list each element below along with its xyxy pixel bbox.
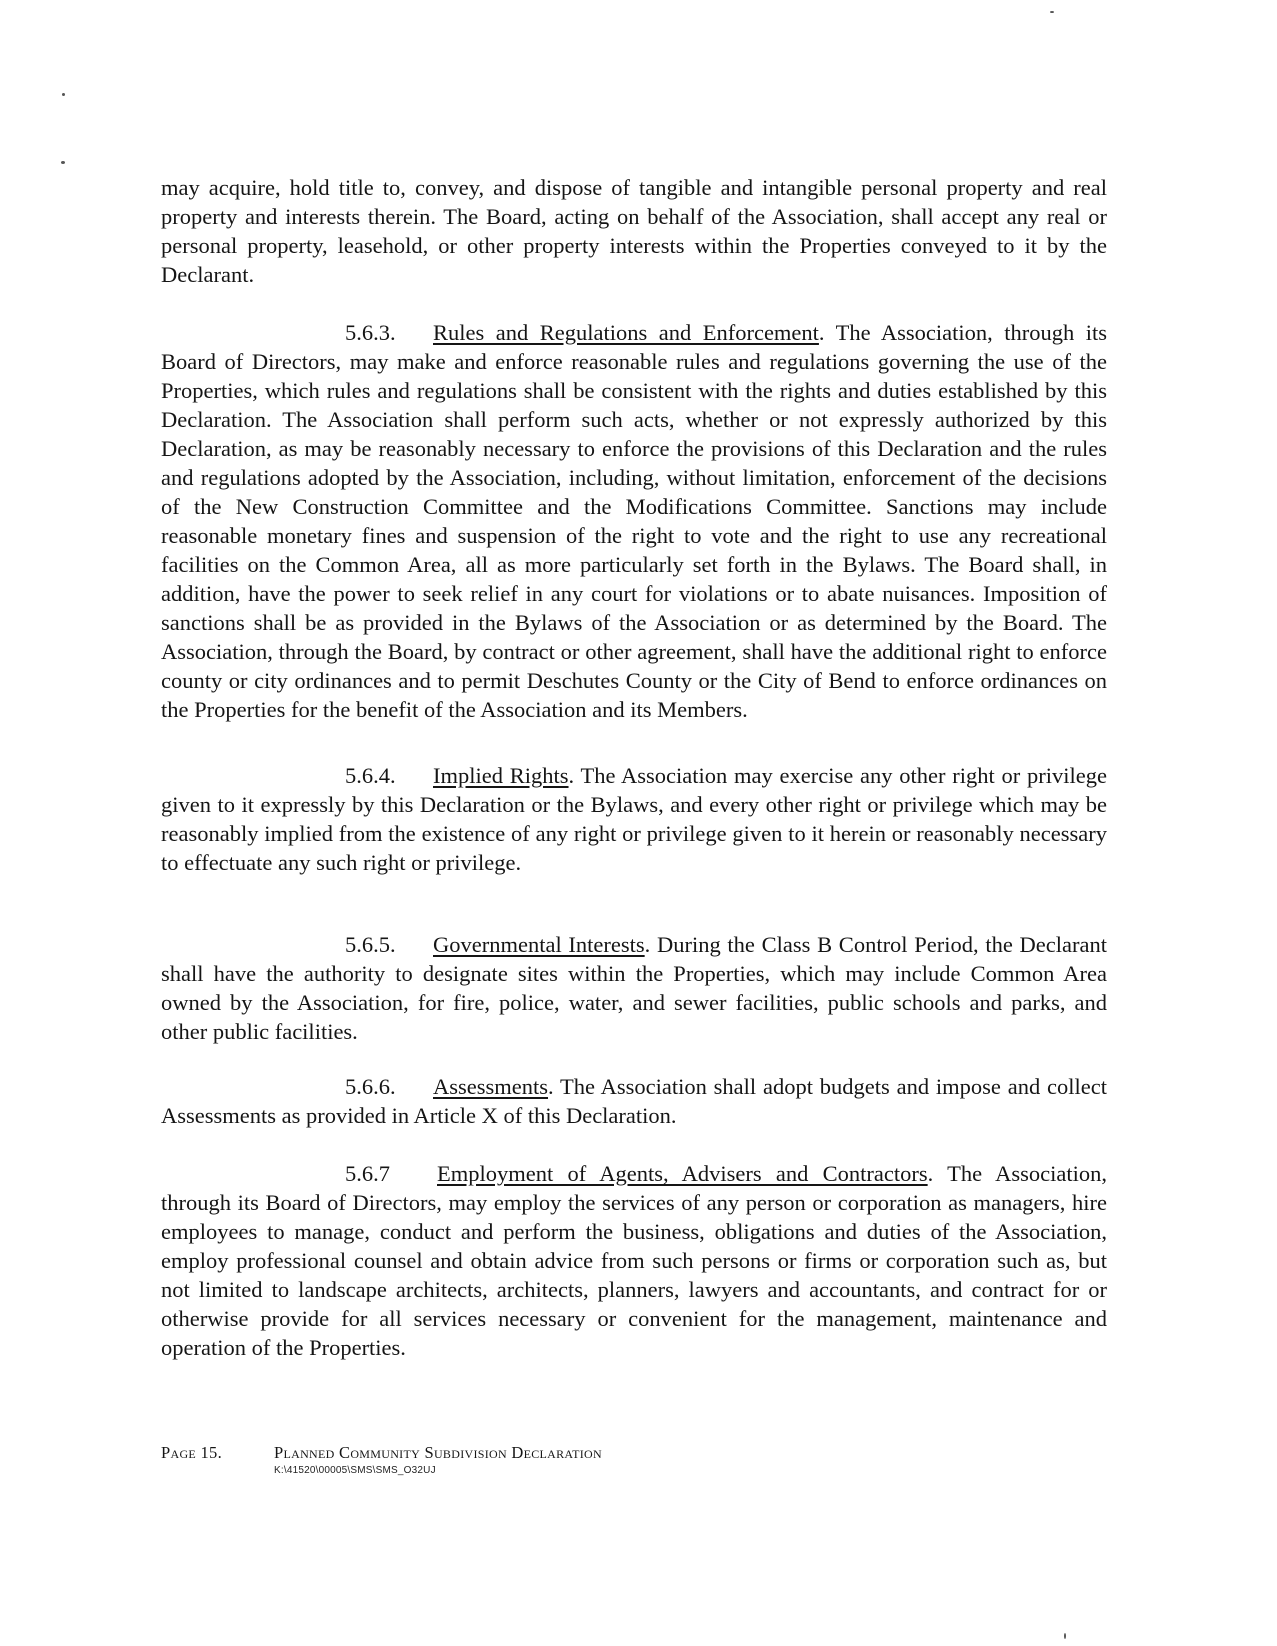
section-heading: Governmental Interests (433, 932, 645, 957)
section-number: 5.6.4. (345, 763, 396, 788)
section-number: 5.6.5. (345, 932, 396, 957)
section-number: 5.6.6. (345, 1074, 396, 1099)
section-5-6-7 (161, 1159, 1107, 1362)
section-text: . The Association shall adopt budgets and impose and collect Assessments as provided in Article X of this Declaration. (161, 1074, 1107, 1128)
file-path: K:\41520\00005\SMS\SMS_O32UJ (274, 1465, 436, 1476)
paragraph-continued: may acquire, hold title to, convey, and dispose of tangible and intangible personal property and real property and interests therein. The Board, acting on behalf of the Association, shall accept any real or personal property, leasehold, or other property interests within the Properties conveyed to it by the Declarant. (161, 175, 1107, 287)
section-text: . The Association, through its Board of Directors, may employ the services of any person or corporation as managers, hire employees to manage, conduct and perform the business, obligations and duties of the Association, employ professional counsel and obtain advice from such persons or firms or corporation such as, but not limited to landscape architects, architects, planners, lawyers and accountants, and contract for or otherwise provide for all services necessary or convenient for the management, maintenance and operation of the Properties. (161, 1161, 1107, 1360)
section-number: 5.6.7 (345, 1161, 390, 1186)
section-text: . During the Class B Control Period, the Declarant shall have the authority to designate sites within the Properties, which may include Common Area owned by the Association, for fire, police, water, and sewer facilities, public schools and parks, and other public facilities. (161, 932, 1107, 1044)
section-heading: Rules and Regulations and Enforcement (433, 320, 819, 345)
section-heading: Employment of Agents, Advisers and Contractors (437, 1161, 928, 1186)
section-heading: Assessments (433, 1074, 549, 1099)
section-5-6-3 (161, 318, 1107, 724)
section-5-6-5 (161, 930, 1107, 1046)
section-5-6-4 (161, 761, 1107, 877)
section-text: . The Association may exercise any other right or privilege given to it expressly by this Declaration or the Bylaws, and every other right or privilege which may be reasonably implied from the existence of any right or privilege given to it herein or reasonably necessary to effectuate any such right or privilege. (161, 763, 1108, 875)
page-footer (161, 1443, 602, 1463)
section-5-6-6 (161, 1072, 1107, 1130)
page-number: Page 15. (161, 1443, 222, 1462)
section-text: . The Association, through its Board of Directors, may make and enforce reasonable rules and regulations governing the use of the Properties, which rules and regulations shall be consistent with the rights and duties established by this Declaration. The Association shall perform such acts, whether or not expressly authorized by this Declaration, as may be reasonably necessary to enforce the provisions of this Declaration and the rules and regulations adopted by the Association, including, without limitation, enforcement of the decisions of the New Construction Committee and the Modifications Committee. Sanctions may include reasonable monetary fines and suspension of the right to vote and the right to use any recreational facilities on the Common Area, all as more particularly set forth in the Bylaws. The Board shall, in addition, have the power to seek relief in any court for violations or to abate nuisances. Imposition of sanctions shall be as provided in the Bylaws of the Association or as determined by the Board. The Association, through the Board, by contract or other agreement, shall have the additional right to enforce county or city ordinances and to permit Deschutes County or the City of Bend to enforce ordinances on the Properties for the benefit of the Association and its Members. (161, 320, 1108, 722)
document-title: Planned Community Subdivision Declaration (274, 1443, 602, 1462)
section-heading: Implied Rights (433, 763, 569, 788)
section-number: 5.6.3. (345, 320, 396, 345)
